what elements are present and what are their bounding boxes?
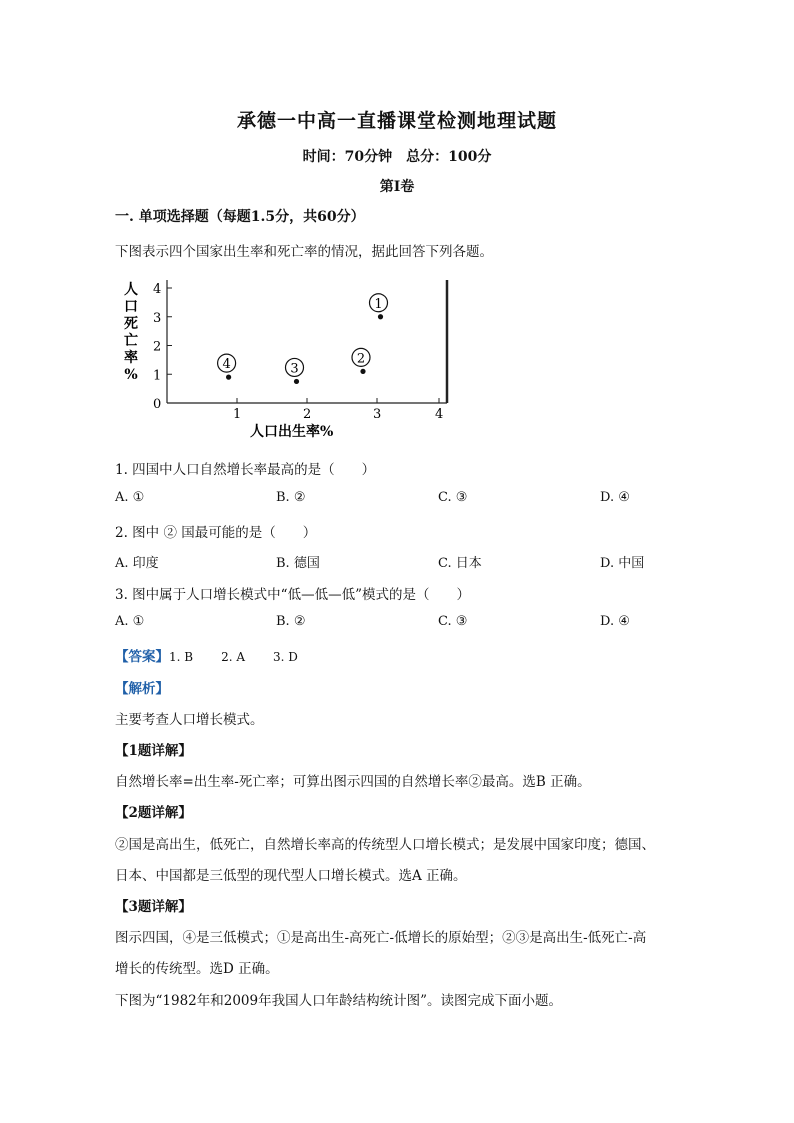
- question-3-option-c: C. ③: [438, 614, 468, 629]
- exam-time-score: 时间：70分钟 总分：100分: [302, 149, 492, 165]
- x-tick-label: 2: [303, 407, 312, 422]
- question-3-option-d: D. ④: [600, 614, 630, 629]
- data-point: [226, 375, 231, 380]
- data-point: [294, 379, 299, 384]
- y-axis-label-char: 亡: [124, 333, 138, 349]
- y-tick-label: 3: [153, 310, 162, 326]
- y-axis-label-char: 口: [124, 299, 138, 315]
- y-tick-label: 1: [153, 368, 162, 384]
- question-1-option-b: B. ②: [276, 490, 306, 505]
- question-1-option-c: C. ③: [438, 490, 468, 505]
- question-2-option-d: D. 中国: [600, 556, 645, 571]
- data-point-label: 2: [356, 351, 366, 367]
- detail-3-line-2: 增长的传统型。选D 正确。: [115, 961, 279, 977]
- section-heading: 一. 单项选择题（每题1.5分，共60分）: [115, 209, 365, 225]
- analysis-label: 【解析】: [115, 681, 169, 697]
- y-axis-label-char: 人: [124, 282, 138, 298]
- y-tick-label: 0: [153, 397, 162, 412]
- y-axis-label-char: %: [124, 367, 138, 383]
- question-1-stem: 1. 四国中人口自然增长率最高的是（ ）: [115, 462, 376, 478]
- x-tick-label: 3: [373, 407, 382, 422]
- y-tick-label: 2: [153, 339, 162, 355]
- detail-3-heading: 【3题详解】: [115, 899, 192, 915]
- x-axis-label: 人口出生率%: [250, 424, 334, 440]
- y-axis-label-char: 死: [124, 316, 138, 332]
- answer-line: [115, 645, 326, 665]
- data-point-label: 1: [374, 296, 383, 312]
- question-3-option-b: B. ②: [276, 614, 306, 629]
- answer-item-1: 1. B: [169, 650, 194, 664]
- detail-1-line-1: 自然增长率=出生率-死亡率；可算出图示四国的自然增长率②最高。选B 正确。: [115, 774, 591, 790]
- birth-death-rate-chart: [115, 270, 480, 445]
- question-2-stem: 2. 图中 ② 国最可能的是（ ）: [115, 525, 317, 541]
- answer-label: 【答案】: [115, 649, 169, 665]
- volume-label: 第Ⅰ卷: [379, 179, 415, 195]
- question-2-option-b: B. 德国: [276, 556, 320, 571]
- data-point-label: 3: [290, 361, 299, 377]
- exam-title: 承德一中高一直播课堂检测地理试题: [236, 110, 557, 132]
- question-1-option-d: D. ④: [600, 490, 630, 505]
- x-tick-label: 1: [233, 407, 242, 422]
- question-2-option-c: C. 日本: [438, 556, 482, 571]
- answer-item-2: 2. A: [221, 650, 246, 664]
- detail-3-line-1: 图示四国，④是三低模式；①是高出生-高死亡-低增长的原始型；②③是高出生-低死亡-高: [115, 930, 647, 946]
- detail-2-line-2: 日本、中国都是三低型的现代型人口增长模式。选A 正确。: [115, 868, 467, 884]
- section-intro: 下图表示四个国家出生率和死亡率的情况，据此回答下列各题。: [115, 244, 493, 260]
- data-point: [360, 369, 365, 374]
- question-1-option-a: A. ①: [115, 490, 145, 505]
- detail-2-line-1: ②国是高出生，低死亡，自然增长率高的传统型人口增长模式；是发展中国家印度；德国、: [115, 837, 655, 853]
- data-point-label: 4: [222, 357, 231, 373]
- question-2-option-a: A. 印度: [115, 556, 159, 571]
- detail-1-heading: 【1题详解】: [115, 743, 192, 759]
- question-3-option-a: A. ①: [115, 614, 145, 629]
- data-point: [378, 314, 383, 319]
- y-tick-label: 4: [153, 282, 162, 297]
- question-3-stem: 3. 图中属于人口增长模式中“低—低—低”模式的是（ ）: [115, 587, 470, 603]
- answer-item-3: 3. D: [273, 650, 298, 664]
- y-axis-label-char: 率: [124, 350, 138, 366]
- next-question-intro: 下图为“1982年和2009年我国人口年龄结构统计图”。读图完成下面小题。: [115, 993, 563, 1009]
- analysis-summary: 主要考查人口增长模式。: [115, 712, 264, 728]
- x-tick-label: 4: [435, 407, 444, 422]
- detail-2-heading: 【2题详解】: [115, 805, 192, 821]
